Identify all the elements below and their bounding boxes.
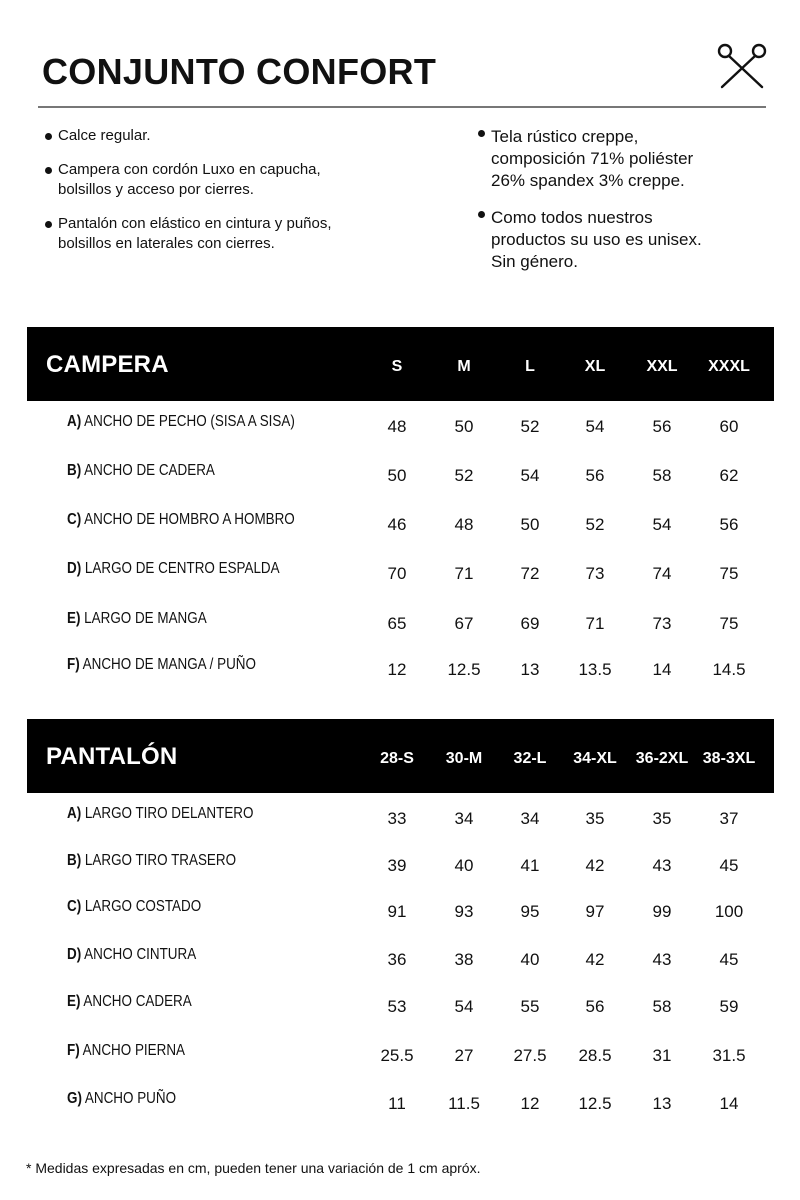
size-column-header: 28-S xyxy=(380,750,414,767)
measurement-value: 70 xyxy=(387,564,407,583)
scissors-icon xyxy=(715,42,769,90)
measurement-value: 50 xyxy=(520,515,540,534)
pantalon-table-title: PANTALÓN xyxy=(46,743,178,770)
measurement-value: 69 xyxy=(520,614,540,633)
measurement-value: 58 xyxy=(652,997,672,1016)
measurement-value: 62 xyxy=(719,466,739,485)
measurement-value: 59 xyxy=(719,997,739,1016)
measurement-letter: G) xyxy=(67,1090,82,1107)
measurement-name: ANCHO CADERA xyxy=(83,993,192,1010)
measurement-value: 40 xyxy=(454,856,474,875)
measurement-value: 41 xyxy=(520,856,540,875)
measurement-value: 38 xyxy=(454,950,474,969)
size-column-header: L xyxy=(525,358,535,375)
size-column-header: M xyxy=(457,358,471,375)
measurement-label xyxy=(67,993,192,1011)
measurement-value: 100 xyxy=(714,902,744,921)
measurement-value: 45 xyxy=(719,856,739,875)
measurement-value: 71 xyxy=(454,564,474,583)
feature-item xyxy=(477,207,777,273)
measurement-name: ANCHO PUÑO xyxy=(84,1090,177,1107)
footnote: * Medidas expresadas en cm, pueden tener una variación de 1 cm apróx. xyxy=(26,1160,481,1176)
measurement-value: 37 xyxy=(719,809,739,828)
feature-item xyxy=(44,160,404,200)
measurement-value: 35 xyxy=(585,809,605,828)
measurement-value: 14.5 xyxy=(712,660,746,679)
size-column-header: 30-M xyxy=(445,750,483,767)
measurement-value: 93 xyxy=(454,902,474,921)
measurement-value: 25.5 xyxy=(380,1046,414,1065)
measurement-value: 48 xyxy=(387,417,407,436)
measurement-value: 48 xyxy=(454,515,474,534)
measurement-value: 74 xyxy=(652,564,672,583)
measurement-value: 12 xyxy=(387,660,407,679)
measurement-name: ANCHO DE PECHO (SISA A SISA) xyxy=(84,413,295,430)
measurement-value: 54 xyxy=(520,466,540,485)
measurement-value: 34 xyxy=(520,809,540,828)
measurement-value: 58 xyxy=(652,466,672,485)
feature-text: bolsillos en laterales con cierres. xyxy=(58,235,275,252)
measurement-value: 42 xyxy=(585,856,605,875)
size-column-header: 38-3XL xyxy=(702,750,756,767)
campera-table-title: CAMPERA xyxy=(46,351,169,378)
measurement-name: ANCHO PIERNA xyxy=(82,1042,185,1059)
campera-table-header xyxy=(27,327,774,401)
size-column-header: XL xyxy=(584,358,606,375)
measurement-label xyxy=(67,852,236,870)
feature-text: Pantalón con elástico en cintura y puños, xyxy=(58,215,332,232)
pantalon-table-header xyxy=(27,719,774,793)
measurement-value: 71 xyxy=(585,614,605,633)
measurement-value: 27 xyxy=(454,1046,474,1065)
measurement-letter: C) xyxy=(67,898,82,915)
measurement-value: 28.5 xyxy=(578,1046,612,1065)
feature-text: productos su uso es unisex. xyxy=(491,230,702,249)
feature-item xyxy=(44,214,404,254)
features-left-list xyxy=(44,126,404,268)
measurement-label xyxy=(67,462,215,480)
measurement-letter: F) xyxy=(67,1042,80,1059)
measurement-letter: A) xyxy=(67,805,82,822)
feature-text: Sin género. xyxy=(491,252,578,271)
feature-text: bolsillos y acceso por cierres. xyxy=(58,181,254,198)
measurement-value: 13 xyxy=(652,1094,672,1113)
measurement-label xyxy=(67,805,253,823)
measurement-value: 45 xyxy=(719,950,739,969)
measurement-letter: B) xyxy=(67,462,82,479)
measurement-label xyxy=(67,1042,185,1060)
measurement-value: 42 xyxy=(585,950,605,969)
measurement-value: 67 xyxy=(454,614,474,633)
measurement-value: 13 xyxy=(520,660,540,679)
measurement-value: 14 xyxy=(719,1094,739,1113)
feature-text: 26% spandex 3% creppe. xyxy=(491,171,685,190)
measurement-value: 12.5 xyxy=(578,1094,612,1113)
measurement-value: 36 xyxy=(387,950,407,969)
measurement-label xyxy=(67,1090,176,1108)
measurement-label xyxy=(67,560,280,578)
measurement-value: 50 xyxy=(387,466,407,485)
measurement-value: 54 xyxy=(585,417,605,436)
measurement-name: ANCHO DE HOMBRO A HOMBRO xyxy=(84,511,295,528)
measurement-label xyxy=(67,898,201,916)
measurement-value: 60 xyxy=(719,417,739,436)
measurement-value: 11.5 xyxy=(448,1094,480,1113)
size-column-header: S xyxy=(391,358,403,375)
size-column-header: 34-XL xyxy=(573,750,617,767)
measurement-name: LARGO DE MANGA xyxy=(84,610,207,627)
size-column-header: XXL xyxy=(646,358,678,375)
measurement-value: 43 xyxy=(652,950,672,969)
measurement-name: ANCHO DE MANGA / PUÑO xyxy=(82,656,256,673)
measurement-value: 39 xyxy=(387,856,407,875)
measurement-value: 35 xyxy=(652,809,672,828)
measurement-value: 99 xyxy=(652,902,672,921)
page-title: CONJUNTO CONFORT xyxy=(42,51,437,92)
measurement-value: 56 xyxy=(652,417,672,436)
measurement-value: 54 xyxy=(652,515,672,534)
measurement-letter: E) xyxy=(67,610,81,627)
measurement-letter: B) xyxy=(67,852,82,869)
measurement-name: LARGO COSTADO xyxy=(84,898,202,915)
feature-item xyxy=(477,126,777,192)
feature-text: Como todos nuestros xyxy=(491,208,653,227)
measurement-value: 54 xyxy=(454,997,474,1016)
measurement-value: 65 xyxy=(387,614,407,633)
measurement-value: 11 xyxy=(388,1094,406,1113)
measurement-letter: D) xyxy=(67,560,82,577)
measurement-value: 43 xyxy=(652,856,672,875)
measurement-value: 55 xyxy=(520,997,540,1016)
measurement-value: 91 xyxy=(387,902,407,921)
measurement-label xyxy=(67,511,295,529)
size-column-header: 32-L xyxy=(513,750,547,767)
measurement-value: 72 xyxy=(520,564,540,583)
measurement-value: 34 xyxy=(454,809,474,828)
measurement-value: 27.5 xyxy=(513,1046,547,1065)
measurement-name: LARGO DE CENTRO ESPALDA xyxy=(84,560,280,577)
measurement-value: 52 xyxy=(454,466,474,485)
measurement-label xyxy=(67,946,196,964)
measurement-value: 31.5 xyxy=(712,1046,746,1065)
features-right-list xyxy=(477,126,777,288)
measurement-value: 12.5 xyxy=(447,660,481,679)
feature-item xyxy=(44,126,404,146)
measurement-value: 13.5 xyxy=(578,660,612,679)
measurement-value: 50 xyxy=(454,417,474,436)
measurement-name: ANCHO CINTURA xyxy=(84,946,197,963)
measurement-value: 95 xyxy=(520,902,540,921)
measurement-value: 40 xyxy=(520,950,540,969)
measurement-value: 52 xyxy=(585,515,605,534)
measurement-name: LARGO TIRO DELANTERO xyxy=(84,805,254,822)
feature-text: Calce regular. xyxy=(58,127,151,144)
measurement-label xyxy=(67,413,295,431)
measurement-value: 52 xyxy=(520,417,540,436)
measurement-letter: C) xyxy=(67,511,82,528)
title-divider xyxy=(38,106,766,108)
feature-text: Campera con cordón Luxo en capucha, xyxy=(58,161,321,178)
measurement-letter: A) xyxy=(67,413,82,430)
measurement-value: 56 xyxy=(585,997,605,1016)
measurement-value: 46 xyxy=(387,515,407,534)
size-column-header: XXXL xyxy=(708,358,750,375)
measurement-label xyxy=(67,656,256,674)
feature-text: composición 71% poliéster xyxy=(491,149,694,168)
measurement-value: 75 xyxy=(719,564,739,583)
feature-text: Tela rústico creppe, xyxy=(491,127,639,146)
measurement-name: LARGO TIRO TRASERO xyxy=(84,852,237,869)
measurement-label xyxy=(67,610,207,628)
measurement-letter: F) xyxy=(67,656,80,673)
measurement-value: 73 xyxy=(585,564,605,583)
measurement-value: 31 xyxy=(652,1046,672,1065)
measurement-value: 14 xyxy=(652,660,672,679)
measurement-value: 33 xyxy=(387,809,407,828)
measurement-value: 53 xyxy=(387,997,407,1016)
measurement-value: 97 xyxy=(585,902,605,921)
measurement-value: 12 xyxy=(520,1094,540,1113)
measurement-name: ANCHO DE CADERA xyxy=(84,462,215,479)
measurement-letter: D) xyxy=(67,946,82,963)
measurement-letter: E) xyxy=(67,993,81,1010)
measurement-value: 75 xyxy=(719,614,739,633)
measurement-value: 73 xyxy=(652,614,672,633)
size-column-header: 36-2XL xyxy=(635,750,689,767)
measurement-value: 56 xyxy=(719,515,739,534)
measurement-value: 56 xyxy=(585,466,605,485)
